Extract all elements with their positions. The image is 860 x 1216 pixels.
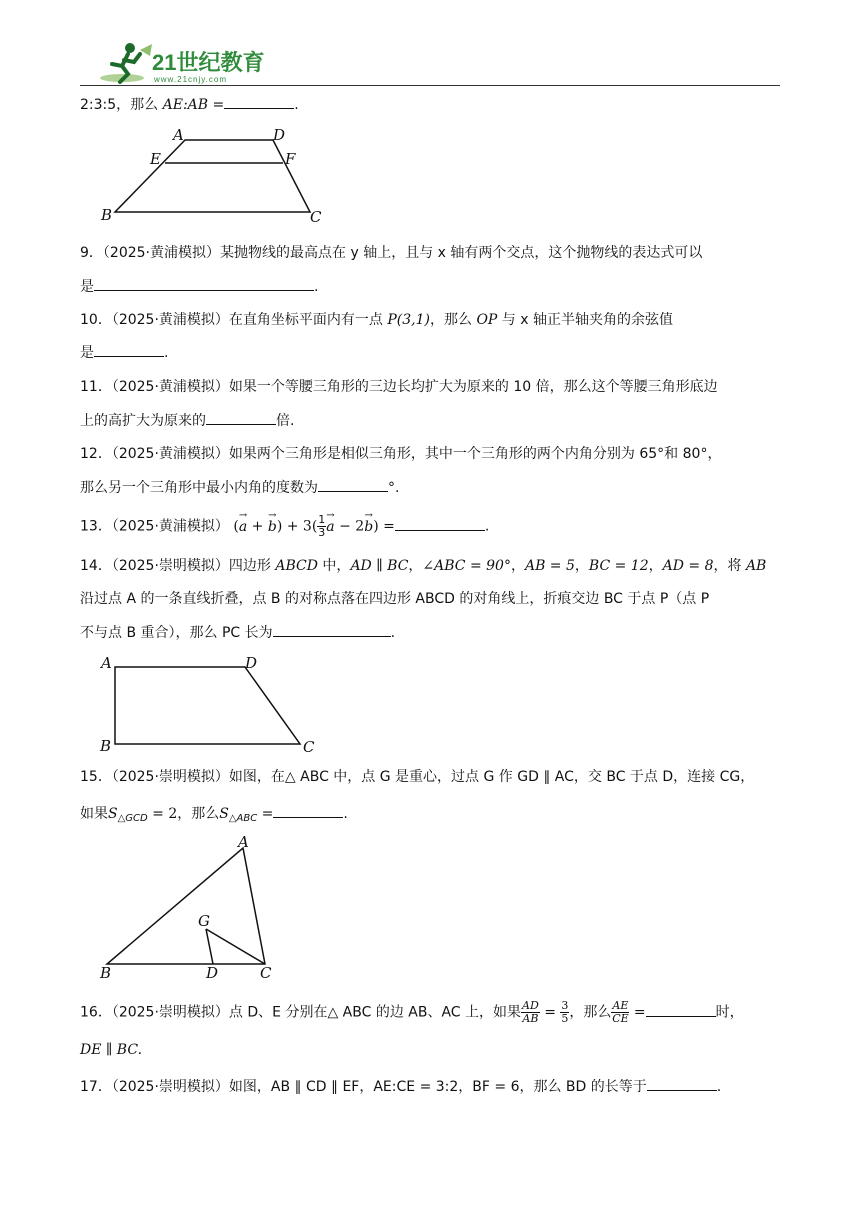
q14-line1: 14．（2025·崇明模拟）四边形 ABCD 中，AD ∥ BC，∠ABC = 90°，AB = 5，BC = 12，AD = 8，将 AB — [80, 558, 767, 574]
q14-line2: 沿过点 A 的一条直线折叠，点 B 的对称点落在四边形 ABCD 的对角线上，折痕交边 BC 于点 P（点 P — [80, 591, 710, 607]
fraction-one-third: $\frac{1}{3}$ — [318, 513, 326, 539]
header-rule — [80, 85, 780, 86]
q11-line1: 11．（2025·黄浦模拟）如果一个等腰三角形的三边长均扩大为原来的 10 倍，那么这个等腰三角形底边 — [80, 379, 718, 395]
q14-line3: 不与点 B 重合），那么 PC 长为 . — [80, 622, 395, 643]
q17-line1: 17．（2025·崇明模拟）如图，AB ∥ CD ∥ EF，AE:CE = 3:2，BF = 6，那么 BD 的长等于 . — [80, 1076, 721, 1097]
q16-line2: DE ∥ BC. — [80, 1042, 143, 1058]
label-b: B — [100, 964, 112, 982]
q9-line2: 是 . — [80, 276, 318, 297]
q11-source: （2025·黄浦模拟） — [111, 379, 229, 395]
q10-line2: 是 . — [80, 342, 168, 363]
q13-answer-blank[interactable] — [395, 516, 485, 531]
q9-source: （2025·黄浦模拟） — [102, 245, 221, 261]
q15-source: （2025·崇明模拟） — [111, 769, 229, 785]
q12-source: （2025·黄浦模拟） — [111, 446, 229, 462]
q17-answer-blank[interactable] — [647, 1076, 717, 1091]
q10-answer-blank[interactable] — [94, 342, 164, 357]
q17-source: （2025·崇明模拟） — [111, 1079, 229, 1095]
fraction-three-fifths: $\frac{3}{5}$ — [561, 999, 569, 1025]
q16-line1: 16．（2025·崇明模拟）点 D、E 分别在△ ABC 的边 AB、AC 上，如果 $\frac{AD}{AB}$ = $\frac{3}{5}$ ，那么 $\frac{AE}{CE}$ = 时， — [80, 999, 744, 1025]
q14-answer-blank[interactable] — [273, 622, 391, 637]
trapezoid-abcd — [115, 140, 310, 212]
q16-source: （2025·崇明模拟） — [111, 1004, 229, 1021]
q15-answer-blank[interactable] — [273, 803, 343, 818]
q15-line2: 如果$S_{\triangle GCD} = 2$，那么$S_{\triangle ABC}$ = . — [80, 803, 348, 829]
segment-cg — [206, 929, 265, 964]
label-c: C — [260, 964, 272, 982]
label-d: D — [206, 964, 219, 982]
q10-line1: 10．（2025·黄浦模拟）在直角坐标平面内有一点 P(3,1)，那么 OP 与 x 轴正半轴夹角的余弦值 — [80, 312, 673, 328]
q13-line: 13．（2025·黄浦模拟） (→ a + → b) + 3( $\frac{1}{3}$ → a − 2→ b) = . — [80, 514, 489, 539]
label-a: A — [101, 654, 112, 672]
trapezoid-abcd — [115, 667, 300, 744]
vector-a: → a — [239, 517, 247, 537]
q12-line2: 那么另一个三角形中最小内角的度数为 °. — [80, 477, 399, 498]
segment-gd — [206, 929, 213, 964]
fraction-ad-ab: $\frac{AD}{AB}$ — [522, 999, 539, 1025]
q9-answer-blank[interactable] — [94, 276, 314, 291]
triangle-abc — [107, 848, 265, 964]
q14-source: （2025·崇明模拟） — [111, 558, 229, 574]
q12-line1: 12．（2025·黄浦模拟）如果两个三角形是相似三角形，其中一个三角形的两个内角分别为 65°和 80°， — [80, 446, 722, 462]
fraction-ae-ce: $\frac{AE}{CE}$ — [612, 999, 629, 1025]
label-d: D — [273, 126, 286, 144]
svg-text:21世纪教育: 21世纪教育 — [152, 50, 265, 75]
figure-q14-trapezoid — [95, 652, 325, 756]
q8-line: 2:3:5，那么 AE:AB = . — [80, 94, 299, 115]
q16-answer-blank[interactable] — [646, 1002, 716, 1017]
q12-answer-blank[interactable] — [318, 477, 388, 492]
q11-line2: 上的高扩大为原来的 倍. — [80, 410, 294, 431]
svg-text:www.21cnjy.com: www.21cnjy.com — [154, 75, 227, 84]
logo-mark-icon — [100, 40, 270, 86]
q10-source: （2025·黄浦模拟） — [111, 312, 229, 328]
label-d: D — [245, 654, 258, 672]
q8-expr: AE:AB = — [162, 97, 225, 113]
figure-q8-trapezoid — [95, 122, 335, 226]
label-b: B — [100, 737, 112, 755]
label-a: A — [173, 126, 184, 144]
page-header — [0, 0, 860, 88]
vector-b: → b — [268, 517, 277, 537]
q8-text: 2:3:5，那么 — [80, 97, 163, 113]
label-c: C — [310, 208, 322, 226]
logo — [100, 40, 270, 86]
q13-source: （2025·黄浦模拟） — [111, 518, 229, 535]
q11-answer-blank[interactable] — [206, 410, 276, 425]
q15-line1: 15．（2025·崇明模拟）如图，在△ ABC 中，点 G 是重心，过点 G 作 GD ∥ AC，交 BC 于点 D，连接 CG， — [80, 769, 755, 785]
label-a: A — [238, 833, 249, 851]
label-g: G — [198, 912, 210, 930]
q8-answer-blank[interactable] — [224, 94, 294, 109]
q9-line1: 9．（2025·黄浦模拟）某抛物线的最高点在 y 轴上，且与 x 轴有两个交点，这个抛物线的表达式可以 — [80, 245, 703, 261]
label-f: F — [285, 150, 296, 168]
label-b: B — [101, 206, 113, 224]
figure-q15-triangle — [95, 832, 285, 982]
label-c: C — [303, 738, 315, 756]
label-e: E — [150, 150, 161, 168]
